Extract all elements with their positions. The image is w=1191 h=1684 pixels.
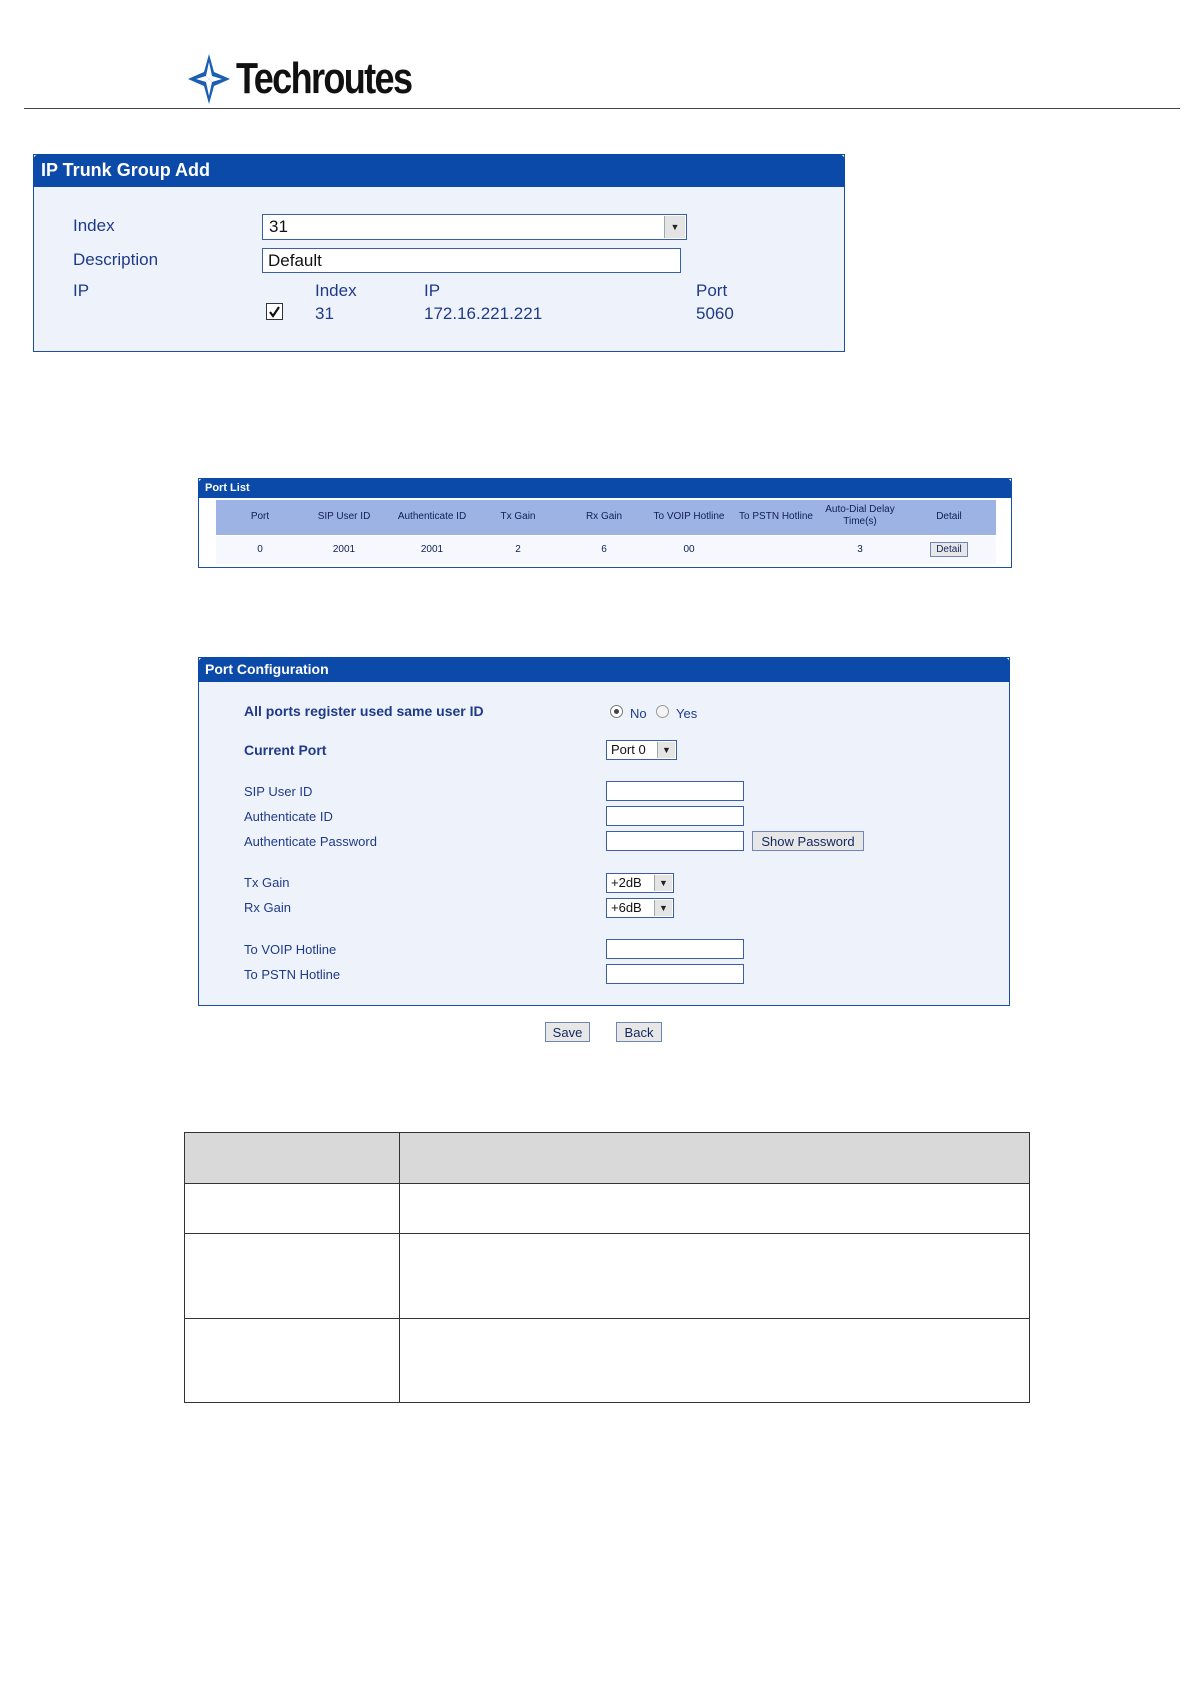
ip-row-port: 5060 <box>696 304 734 323</box>
radio-selected-dot <box>614 709 619 714</box>
radio-no-label: No <box>630 706 647 721</box>
checkmark-icon <box>267 304 282 319</box>
to-pstn-hotline-label: To PSTN Hotline <box>244 967 341 982</box>
rx-gain-label: Rx Gain <box>244 900 291 915</box>
col-header-rx-gain: Rx Gain <box>585 511 623 522</box>
cell-authenticate-id: 2001 <box>420 544 444 555</box>
brand-logo <box>186 52 450 106</box>
compass-star-icon <box>186 52 232 106</box>
chevron-down-icon[interactable]: ▼ <box>657 742 675 758</box>
col-header-auto-dial-delay: Auto-Dial Delay Time(s) <box>825 504 895 527</box>
col-header-to-voip-hotline: To VOIP Hotline <box>653 511 725 522</box>
table-row-divider <box>185 1318 1029 1319</box>
panel-title: Port List <box>205 482 250 494</box>
current-port-value: Port 0 <box>611 742 646 757</box>
cell-sip-user-id: 2001 <box>332 544 356 555</box>
authenticate-id-input[interactable] <box>606 806 744 826</box>
brand-name: Techroutes <box>236 54 412 103</box>
description-value: Default <box>268 251 322 270</box>
authenticate-password-label: Authenticate Password <box>244 834 377 849</box>
ip-col-ip-header: IP <box>424 281 441 300</box>
index-select-value: 31 <box>269 217 288 236</box>
ip-row-checkbox[interactable] <box>266 303 283 320</box>
cell-to-voip-hotline: 00 <box>683 544 695 555</box>
cell-rx-gain: 6 <box>601 544 607 555</box>
chevron-down-icon[interactable]: ▼ <box>654 900 672 916</box>
panel-title: Port Configuration <box>205 661 329 677</box>
sip-user-id-label: SIP User ID <box>244 784 313 799</box>
panel-header <box>198 478 1012 498</box>
cell-port: 0 <box>257 544 263 555</box>
table-column-divider <box>399 1133 400 1402</box>
rx-gain-value: +6dB <box>611 900 642 915</box>
radio-yes-label: Yes <box>676 706 698 721</box>
col-header-port: Port <box>250 511 270 522</box>
cell-auto-dial-delay: 3 <box>857 544 863 555</box>
authenticate-password-input[interactable] <box>606 831 744 851</box>
index-label: Index <box>73 216 115 235</box>
same-user-id-label: All ports register used same user ID <box>244 703 484 719</box>
to-pstn-hotline-input[interactable] <box>606 964 744 984</box>
col-header-tx-gain: Tx Gain <box>500 511 536 522</box>
show-password-button[interactable]: Show Password <box>752 831 864 851</box>
radio-no[interactable] <box>610 705 623 718</box>
panel-header <box>198 657 1010 682</box>
panel-title: IP Trunk Group Add <box>41 160 211 180</box>
ip-row-index: 31 <box>315 304 334 323</box>
sip-user-id-input[interactable] <box>606 781 744 801</box>
to-voip-hotline-label: To VOIP Hotline <box>244 942 337 957</box>
tx-gain-value: +2dB <box>611 875 642 890</box>
back-button[interactable]: Back <box>616 1022 662 1042</box>
description-label: Description <box>73 250 159 269</box>
panel-header <box>33 154 845 187</box>
chevron-down-icon[interactable]: ▼ <box>664 216 685 238</box>
ip-row-ip: 172.16.221.221 <box>424 304 543 323</box>
tx-gain-select[interactable] <box>606 873 674 893</box>
tx-gain-label: Tx Gain <box>244 875 290 890</box>
to-voip-hotline-input[interactable] <box>606 939 744 959</box>
table-header-row <box>185 1133 1029 1184</box>
save-button[interactable]: Save <box>545 1022 590 1042</box>
detail-button[interactable]: Detail <box>930 542 968 557</box>
col-header-sip-user-id: SIP User ID <box>317 511 371 522</box>
parameter-table <box>184 1132 1030 1403</box>
ip-col-index-header: Index <box>315 281 357 300</box>
ip-col-port-header: Port <box>696 281 728 300</box>
ip-label: IP <box>73 281 90 300</box>
index-select[interactable] <box>262 214 687 240</box>
header-divider <box>24 108 1180 109</box>
description-input[interactable] <box>262 248 681 273</box>
authenticate-id-label: Authenticate ID <box>244 809 333 824</box>
current-port-select[interactable] <box>606 740 677 760</box>
cell-tx-gain: 2 <box>515 544 521 555</box>
radio-yes[interactable] <box>656 705 669 718</box>
chevron-down-icon[interactable]: ▼ <box>654 875 672 891</box>
col-header-authenticate-id: Authenticate ID <box>397 511 467 522</box>
current-port-label: Current Port <box>244 742 327 758</box>
table-row-divider <box>185 1233 1029 1234</box>
col-header-to-pstn-hotline: To PSTN Hotline <box>739 511 813 522</box>
rx-gain-select[interactable] <box>606 898 674 918</box>
col-header-detail: Detail <box>936 511 962 522</box>
